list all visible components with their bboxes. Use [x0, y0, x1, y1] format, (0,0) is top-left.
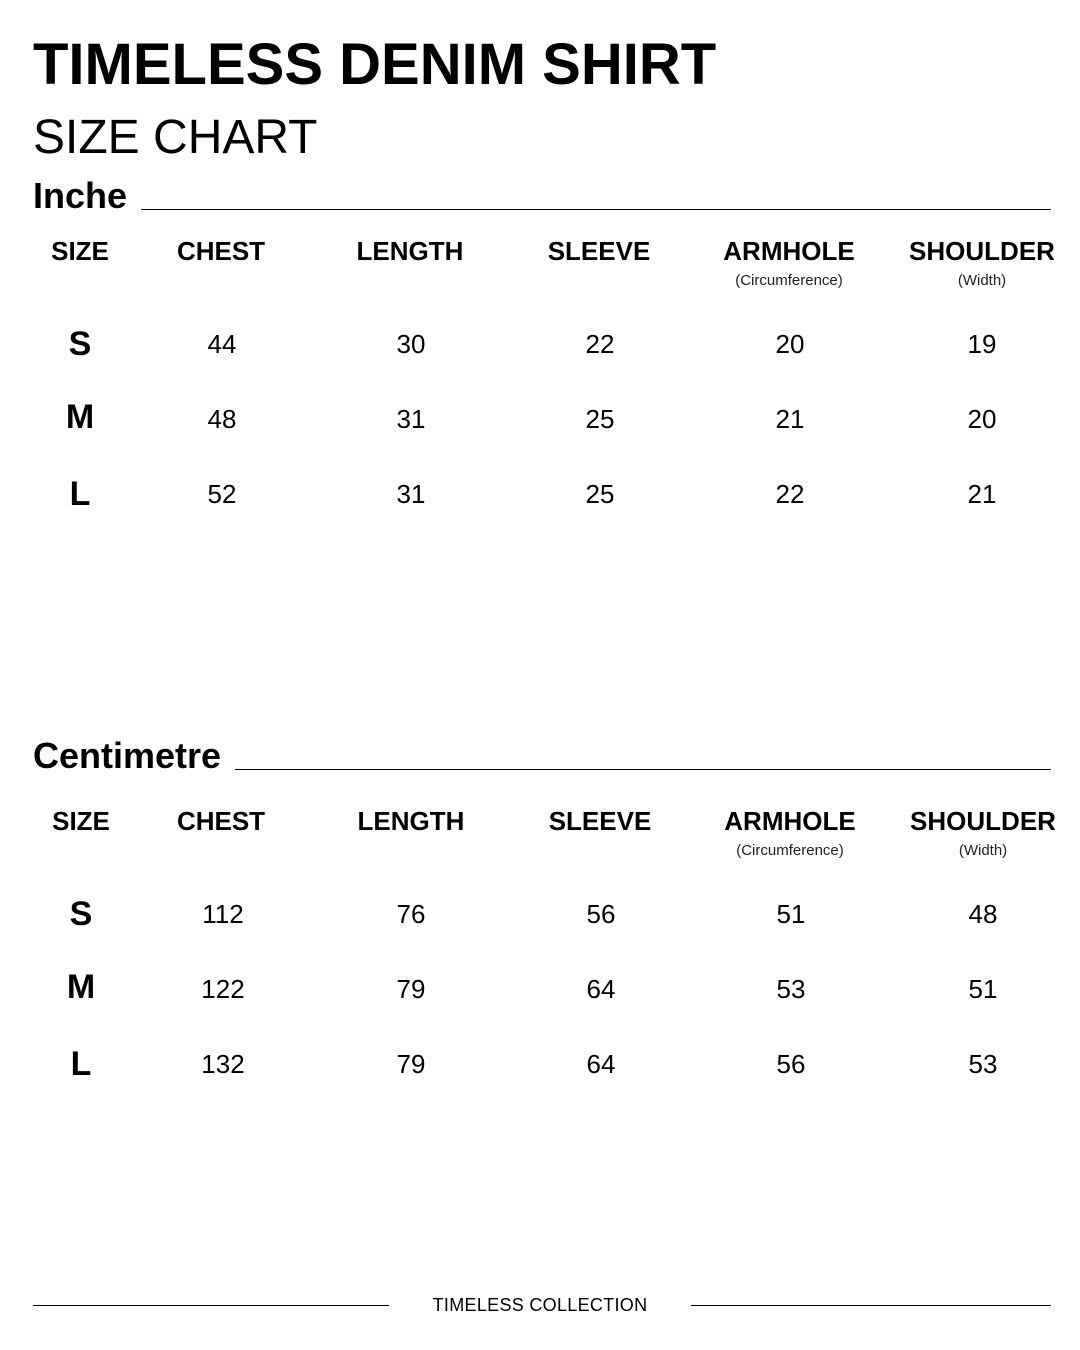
armhole-cell: 22 — [775, 479, 805, 509]
shoulder-cell: 48 — [968, 899, 998, 929]
length-cell: 31 — [396, 479, 426, 509]
page-title: TIMELESS DENIM SHIRT — [33, 32, 717, 97]
column-header-armhole: ARMHOLE — [724, 806, 856, 836]
section-divider — [235, 769, 1051, 770]
column-header-shoulder: SHOULDER — [910, 806, 1056, 836]
column-subheader-armhole: (Circumference) — [736, 842, 844, 859]
section-header — [33, 736, 1051, 776]
shoulder-cell: 19 — [967, 329, 997, 359]
column-header-chest: CHEST — [176, 236, 266, 266]
section-header — [33, 176, 1051, 216]
chest-cell: 48 — [207, 404, 237, 434]
column-subheader-armhole: (Circumference) — [735, 272, 843, 289]
sleeve-cell: 25 — [585, 404, 615, 434]
page-subtitle: SIZE CHART — [33, 111, 318, 164]
chest-cell: 44 — [207, 329, 237, 359]
length-cell: 30 — [396, 329, 426, 359]
shoulder-cell: 53 — [968, 1049, 998, 1079]
armhole-cell: 20 — [775, 329, 805, 359]
chest-cell: 122 — [201, 974, 245, 1004]
sleeve-cell: 64 — [586, 1049, 616, 1079]
column-header-armhole: ARMHOLE — [723, 236, 855, 266]
size-cell: S — [68, 325, 92, 363]
sleeve-cell: 22 — [585, 329, 615, 359]
sleeve-cell: 56 — [586, 899, 616, 929]
inches-section — [33, 175, 1055, 526]
footer-text: TIMELESS COLLECTION — [432, 1295, 648, 1315]
sleeve-cell: 64 — [586, 974, 616, 1004]
chest-cell: 132 — [201, 1049, 245, 1079]
length-cell: 76 — [396, 899, 426, 929]
sleeve-cell: 25 — [585, 479, 615, 509]
armhole-cell: 21 — [775, 404, 805, 434]
shoulder-cell: 21 — [967, 479, 997, 509]
column-header-size: SIZE — [51, 236, 109, 266]
size-cell: M — [66, 968, 96, 1006]
section-label: Centimetre — [33, 735, 222, 776]
length-cell: 79 — [396, 974, 426, 1004]
column-header-length: LENGTH — [356, 236, 464, 266]
column-header-sleeve: SLEEVE — [548, 806, 652, 836]
size-cell: M — [65, 398, 95, 436]
armhole-cell: 53 — [776, 974, 806, 1004]
chest-cell: 112 — [202, 899, 244, 929]
column-header-size: SIZE — [52, 806, 110, 836]
footer-divider-right — [691, 1305, 1051, 1306]
length-cell: 79 — [396, 1049, 426, 1079]
shoulder-cell: 51 — [968, 974, 998, 1004]
armhole-cell: 56 — [776, 1049, 806, 1079]
column-header-chest: CHEST — [176, 806, 266, 836]
column-header-shoulder: SHOULDER — [909, 236, 1055, 266]
size-cell: L — [69, 475, 91, 513]
shoulder-cell: 20 — [967, 404, 997, 434]
section-label: Inche — [33, 175, 128, 216]
column-subheader-shoulder: (Width) — [958, 842, 1008, 859]
size-cell: S — [69, 895, 93, 933]
section-divider — [141, 209, 1051, 210]
column-subheader-shoulder: (Width) — [957, 272, 1007, 289]
column-header-sleeve: SLEEVE — [547, 236, 651, 266]
centimetre-section — [33, 735, 1056, 1086]
column-header-length: LENGTH — [357, 806, 465, 836]
size-cell: L — [70, 1045, 92, 1083]
chest-cell: 52 — [207, 479, 237, 509]
armhole-cell: 51 — [776, 899, 806, 929]
length-cell: 31 — [396, 404, 426, 434]
